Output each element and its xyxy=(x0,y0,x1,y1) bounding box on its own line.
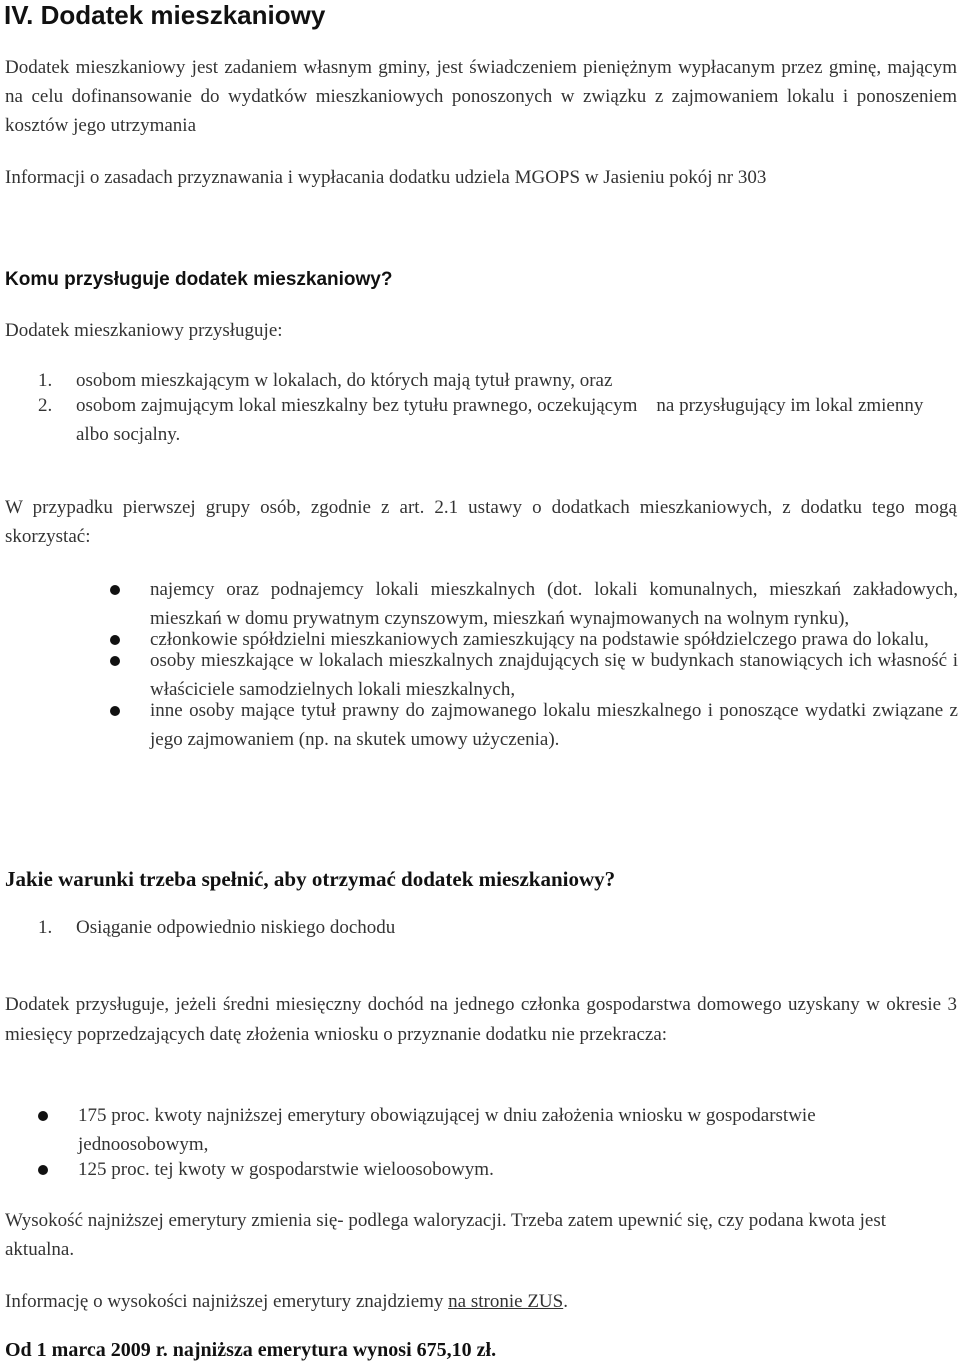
list-number: 2. xyxy=(38,395,53,416)
list-item xyxy=(38,391,953,449)
numbered-list xyxy=(38,366,953,449)
bullet-list-1 xyxy=(110,575,958,754)
section-heading-komu: Komu przysługuje dodatek mieszkaniowy? xyxy=(5,269,393,290)
page-title: IV. Dodatek mieszkaniowy xyxy=(4,0,326,30)
info-paragraph: Informacji o zasadach przyznawania i wypłacania dodatku udziela MGOPS w Jasieniu pokój nr 303 xyxy=(5,167,767,188)
bullet-icon xyxy=(110,635,120,645)
list-number: 1. xyxy=(38,370,53,391)
list-number: 1. xyxy=(38,917,53,938)
condition-item xyxy=(38,913,953,942)
zus-info xyxy=(5,1287,957,1316)
list-text: osobom zajmującym lokal mieszkalny bez tytułu prawnego, oczekującym na przysługujący im lokal zmienny albo socjalny. xyxy=(76,395,929,445)
list-item xyxy=(38,1101,950,1159)
bullet-list-2 xyxy=(38,1101,950,1184)
eligibility-paragraph: W przypadku pierwszej grupy osób, zgodnie z art. 2.1 ustawy o dodatkach mieszkaniowych, z dodatku tego mogą skorzystać: xyxy=(5,497,957,547)
zus-info-text: Informację o wysokości najniższej emerytury znajdziemy xyxy=(5,1291,449,1312)
bullet-text: osoby mieszkające w lokalach mieszkalnych znajdujących się w budynkach stanowiących ich własność i właściciele samodzielnych lokali mieszkalnych, xyxy=(150,650,958,700)
title-block xyxy=(4,0,960,30)
income-paragraph: Dodatek przysługuje, jeżeli średni miesięczny dochód na jednego członka gospodarstwa domowego uzyskany w okresie 3 miesięcy poprzedzających datę złożenia wniosku o przyznanie dodatku nie przekracza: xyxy=(5,994,957,1045)
list-text: Osiąganie odpowiednio niskiego dochodu xyxy=(76,917,396,938)
bullet-text: członkowie spółdzielni mieszkaniowych zamieszkujący na podstawie spółdzielczego prawa do lokalu, xyxy=(150,629,929,650)
intro-paragraph: Dodatek mieszkaniowy jest zadaniem własnym gminy, jest świadczeniem pieniężnym wypłacanym przez gminę, mającym na celu dofinansowanie do wydatków mieszkaniowych ponoszonych w związku z zajmowaniem lokalu i ponoszeniem kosztów jego utrzymania xyxy=(5,57,957,136)
list-text: osobom mieszkającym w lokalach, do których mają tytuł prawny, oraz xyxy=(76,370,613,391)
bullet-icon xyxy=(110,656,120,666)
bullet-text: inne osoby mające tytuł prawny do zajmowanego lokalu mieszkalnego i ponoszące wydatki związane z jego zajmowaniem (np. na skutek umowy użyczenia). xyxy=(150,700,958,750)
bullet-text: 175 proc. kwoty najniższej emerytury obowiązującej w dniu założenia wniosku w gospodarstwie jednoosobowym, xyxy=(78,1105,816,1155)
section-heading-warunki: Jakie warunki trzeba spełnić, aby otrzymać dodatek mieszkaniowy? xyxy=(5,867,616,891)
pension-note: Wysokość najniższej emerytury zmienia się- podlega waloryzacji. Trzeba zatem upewnić się, czy podana kwota jest aktualna. xyxy=(5,1210,886,1260)
bullet-icon xyxy=(38,1111,48,1121)
lead-text: Dodatek mieszkaniowy przysługuje: xyxy=(5,320,283,341)
bullet-text: najemcy oraz podnajemcy lokali mieszkalnych (dot. lokali komunalnych, mieszkań zakładowych, mieszkań w domu prywatnym czynszowym, mieszkań wynajmowanych na wolnym rynku), xyxy=(150,579,958,629)
list-item xyxy=(38,913,953,942)
bullet-icon xyxy=(110,585,120,595)
final-statement: Od 1 marca 2009 r. najniższa emerytura wynosi 675,10 zł. xyxy=(5,1339,497,1361)
bullet-text: 125 proc. tej kwoty w gospodarstwie wieloosobowym. xyxy=(78,1159,494,1180)
list-item xyxy=(38,1155,950,1184)
bullet-icon xyxy=(110,706,120,716)
zus-info-suffix: . xyxy=(563,1291,568,1312)
list-item xyxy=(110,696,958,754)
zus-link[interactable]: na stronie ZUS xyxy=(448,1291,564,1312)
bullet-icon xyxy=(38,1165,48,1175)
